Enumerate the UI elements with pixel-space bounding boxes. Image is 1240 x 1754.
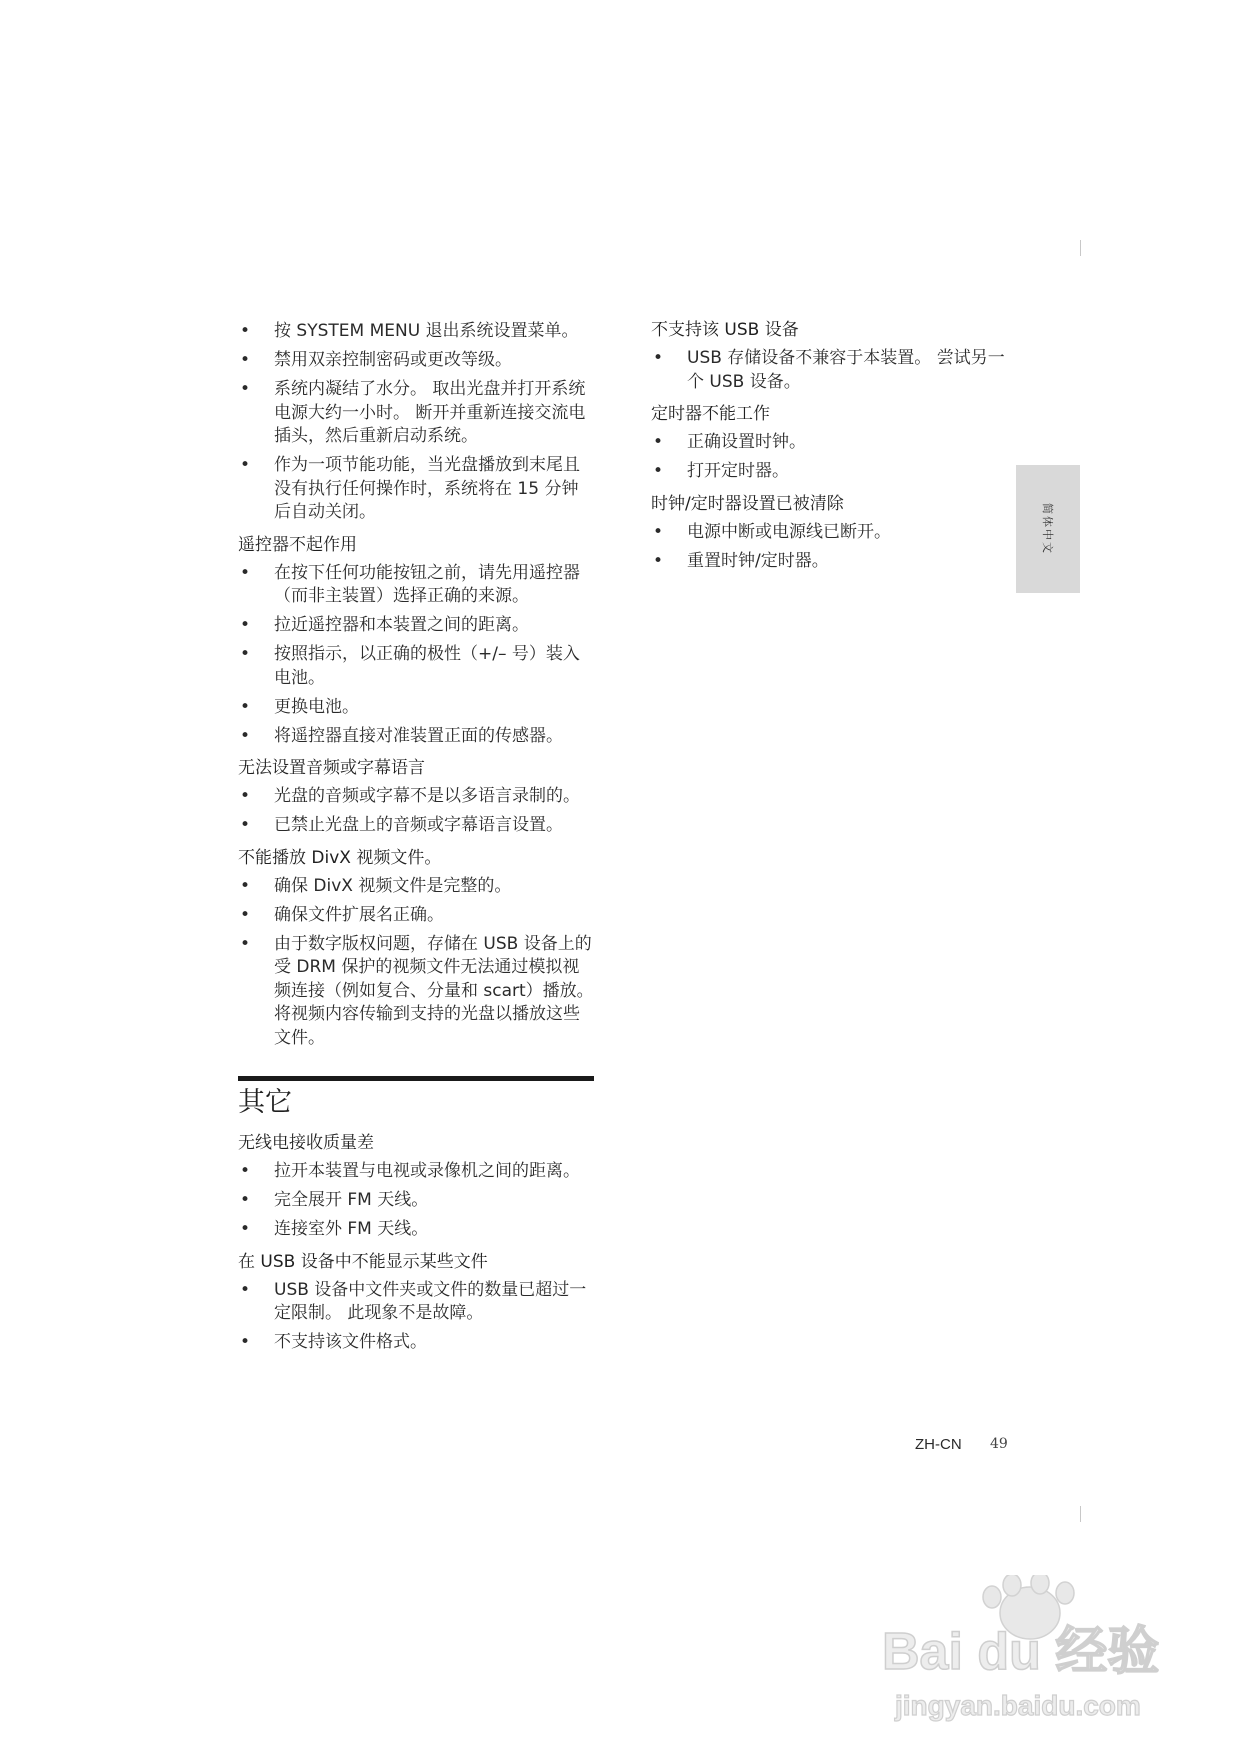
trim-mark-top (1080, 240, 1081, 256)
timer-heading: 定时器不能工作 (651, 404, 770, 424)
clock-heading: 时钟/定时器设置已被清除 (651, 493, 844, 514)
remote-heading: 遥控器不起作用 (238, 534, 357, 555)
list-item: • 更换电池。 (239, 696, 359, 717)
divx-heading: 不能播放 DivX 视频文件。 (238, 847, 442, 868)
other-section-title: 其它 (238, 1087, 292, 1118)
language-tab-label: 简体中文 (1041, 503, 1054, 555)
radio-list (238, 1160, 594, 1242)
list-item: • 电源中断或电源线已断开。 (652, 521, 891, 542)
list-item: • 重置时钟/定时器。 (652, 550, 829, 571)
list-item: • 连接室外 FM 天线。 (239, 1219, 429, 1239)
divx-list (238, 875, 594, 1051)
radio-heading: 无线电接收质量差 (238, 1133, 374, 1153)
intro-list (238, 320, 594, 525)
list-item: • 打开定时器。 (652, 461, 789, 481)
list-item: • 按 SYSTEM MENU 退出系统设置菜单。 (239, 321, 579, 341)
page-number: 49 (990, 1436, 1008, 1452)
usb-unsupported-heading: 不支持该 USB 设备 (651, 320, 799, 340)
list-item: • 正确设置时钟。 (652, 432, 806, 452)
usb-unsupported-list (651, 347, 1011, 394)
section-divider (238, 1076, 594, 1081)
usb-files-heading: 在 USB 设备中不能显示某些文件 (238, 1251, 488, 1272)
clock-list (651, 521, 1011, 574)
list-item: • 按照指示，以正确的极性（+/– 号）装入电池。 (239, 644, 580, 688)
list-item: • 将遥控器直接对准装置正面的传感器。 (239, 725, 563, 746)
language-side-tab (1016, 465, 1080, 593)
timer-list (651, 431, 1011, 484)
usb-files-list (238, 1279, 594, 1355)
remote-list (238, 562, 594, 749)
list-item: • USB 存储设备不兼容于本装置。 尝试另一个 USB 设备。 (652, 348, 1005, 392)
list-item: • 系统内凝结了水分。 取出光盘并打开系统电源大约一小时。 断开并重新连接交流电插头，然后重新启动系统。 (239, 379, 586, 446)
list-item: • 由于数字版权问题，存储在 USB 设备上的受 DRM 保护的视频文件无法通过模拟视频连接（例如复合、分量和 scart）播放。 将视频内容传输到支持的光盘以播放这些文件。 (239, 933, 594, 1048)
list-item: • 作为一项节能功能，当光盘播放到末尾且没有执行任何操作时，系统将在 15 分钟后自动关闭。 (239, 455, 580, 522)
list-item: • 光盘的音频或字幕不是以多语言录制的。 (239, 786, 580, 806)
audio-list (238, 785, 594, 838)
list-item: • 禁用双亲控制密码或更改等级。 (239, 350, 512, 370)
audio-heading: 无法设置音频或字幕语言 (238, 758, 425, 778)
trim-mark-bottom (1080, 1506, 1081, 1522)
list-item: • 确保 DivX 视频文件是完整的。 (239, 875, 512, 896)
list-item: • 确保文件扩展名正确。 (239, 904, 444, 925)
list-item: • USB 设备中文件夹或文件的数量已超过一定限制。 此现象不是故障。 (239, 1279, 587, 1323)
baidu-jingyan-watermark (880, 1575, 1180, 1725)
footer-language-code: ZH-CN (915, 1436, 962, 1453)
list-item: • 拉近遥控器和本装置之间的距离。 (239, 615, 529, 635)
list-item: • 已禁止光盘上的音频或字幕语言设置。 (239, 815, 563, 835)
right-column (651, 318, 1011, 579)
watermark-brand: Bai du 经验 (882, 1623, 1160, 1681)
left-column (238, 320, 594, 1360)
list-item: • 在按下任何功能按钮之前，请先用遥控器（而非主装置）选择正确的来源。 (239, 562, 580, 606)
list-item: • 拉开本装置与电视或录像机之间的距离。 (239, 1161, 580, 1181)
list-item: • 不支持该文件格式。 (239, 1332, 427, 1352)
list-item: • 完全展开 FM 天线。 (239, 1190, 429, 1210)
watermark-url: jingyan.baidu.com (895, 1690, 1141, 1721)
